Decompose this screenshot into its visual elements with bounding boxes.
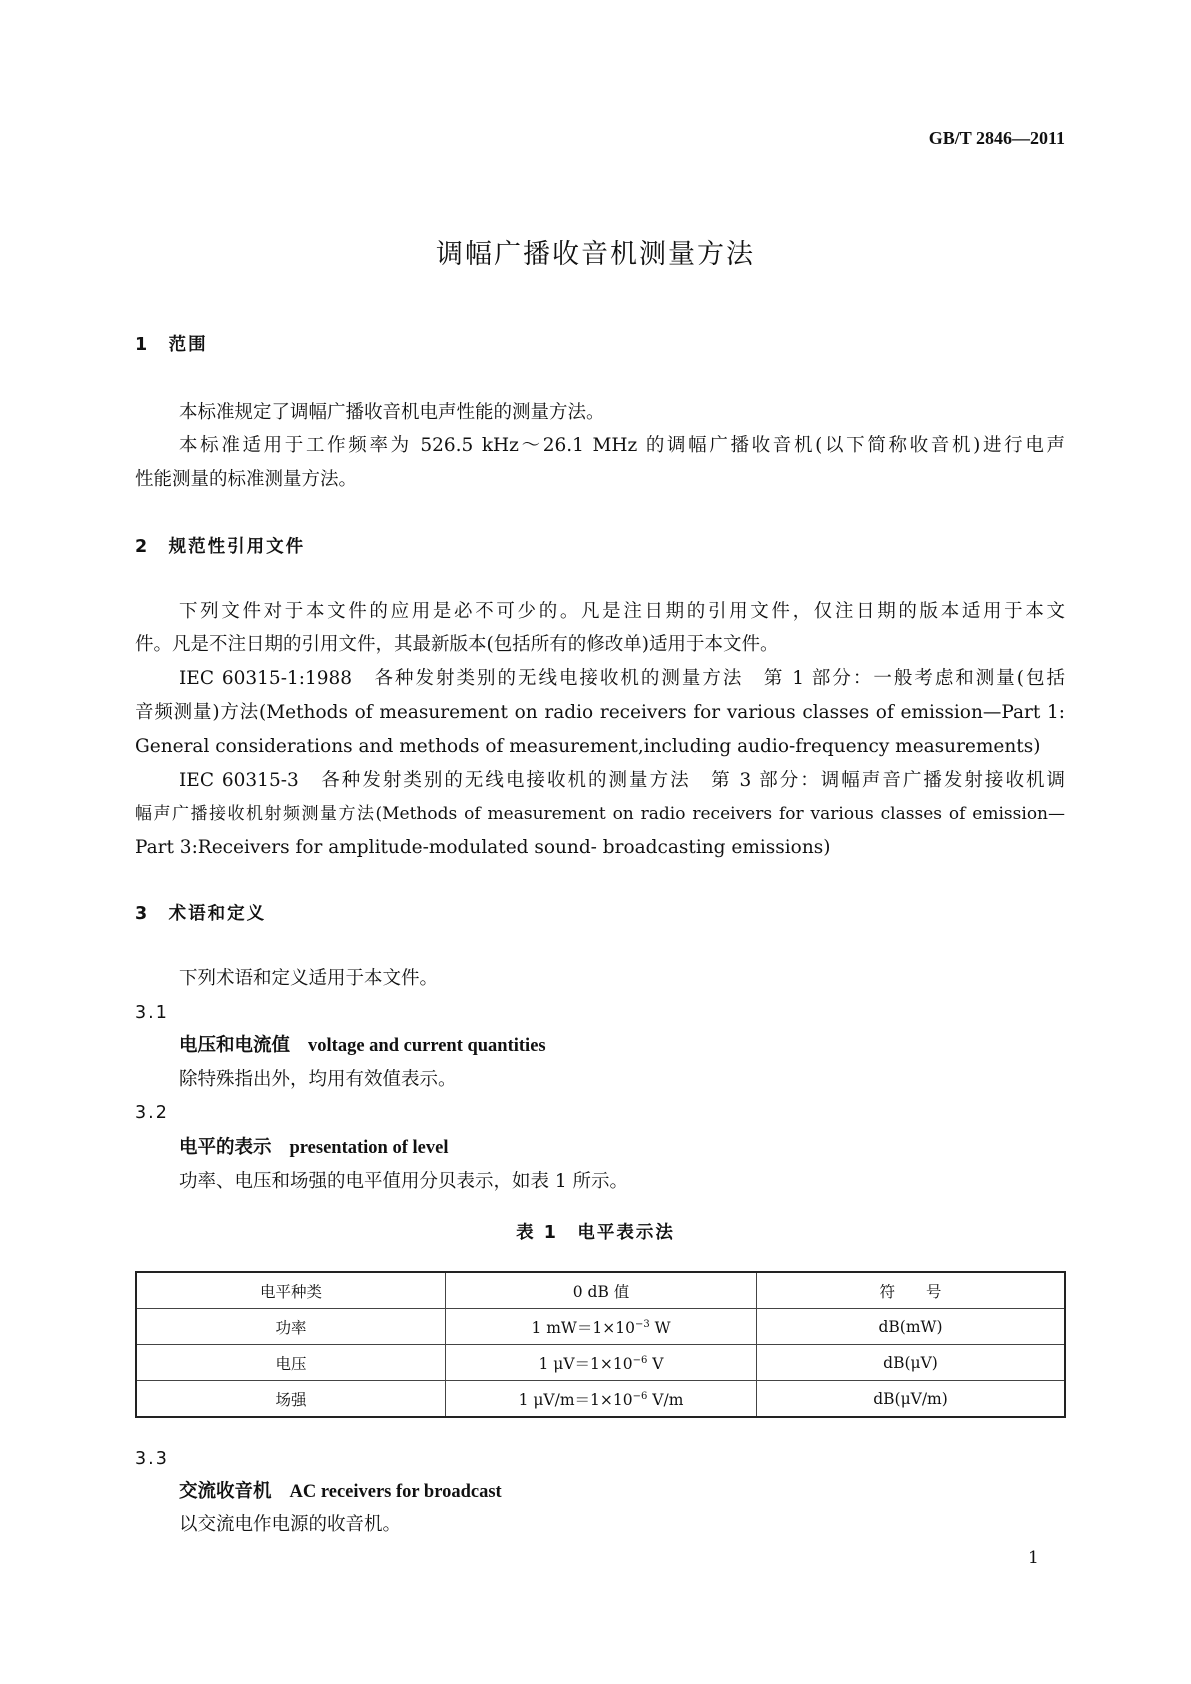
- value-unit: V: [647, 1354, 664, 1373]
- zero-db-value: [446, 1309, 757, 1345]
- level-table: [135, 1271, 1066, 1418]
- level-kind: 功率: [136, 1309, 446, 1345]
- value-unit: W: [649, 1318, 671, 1337]
- table-caption: 表 1 电平表示法: [516, 1223, 675, 1243]
- term-number: 3.1: [135, 1003, 169, 1023]
- level-kind: 电压: [136, 1345, 446, 1381]
- term-definition: 功率、电压和场强的电平值用分贝表示，如表 1 所示。: [179, 1171, 629, 1192]
- page-number: 1: [1028, 1548, 1039, 1568]
- paragraph-line: 本标准规定了调幅广播收音机电声性能的测量方法。: [179, 402, 605, 423]
- table-header-cell: 0 dB 值: [446, 1272, 757, 1309]
- term-definition: 以交流电作电源的收音机。: [179, 1514, 402, 1535]
- term-zh: 电压和电流值: [179, 1035, 291, 1056]
- paragraph-line: 件。凡是不注日期的引用文件，其最新版本(包括所有的修改单)适用于本文件。: [135, 634, 779, 655]
- term-zh: 电平的表示: [179, 1137, 272, 1158]
- table-row: [136, 1381, 1065, 1418]
- paragraph-line: 本标准适用于工作频率为 526.5 kHz～26.1 MHz 的调幅广播收音机(以下简称收音机)进行电声: [179, 435, 1065, 456]
- section-heading: 3 术语和定义: [135, 904, 267, 924]
- paragraph-line: 下列文件对于本文件的应用是必不可少的。凡是注日期的引用文件，仅注日期的版本适用于本文: [179, 601, 1065, 622]
- value-base: 1 mW＝1×10: [531, 1318, 635, 1337]
- reference-line: IEC 60315-3 各种发射类别的无线电接收机的测量方法 第 3 部分：调幅声音广播发射接收机调: [179, 770, 1065, 791]
- reference-line: Part 3:Receivers for amplitude-modulated sound- broadcasting emissions): [135, 837, 831, 858]
- term-title: [179, 1136, 448, 1160]
- table-header-row: [136, 1272, 1065, 1309]
- level-symbol: dB(μV/m): [757, 1381, 1066, 1418]
- zero-db-value: [446, 1381, 757, 1418]
- term-definition: 除特殊指出外，均用有效值表示。: [179, 1069, 457, 1090]
- paragraph-line: 下列术语和定义适用于本文件。: [179, 968, 439, 989]
- term-number: 3.2: [135, 1103, 169, 1123]
- reference-line: 音频测量)方法(Methods of measurement on radio receivers for various classes of emission—Part 1:: [135, 702, 1065, 723]
- level-kind: 场强: [136, 1381, 446, 1418]
- term-title: [179, 1034, 546, 1058]
- term-zh: 交流收音机: [179, 1481, 272, 1502]
- table-header-cell: 电平种类: [136, 1272, 446, 1309]
- value-unit: V/m: [647, 1390, 684, 1409]
- term-en: voltage and current quantities: [308, 1036, 546, 1056]
- reference-line: General considerations and methods of measurement,including audio-frequency measurements): [135, 736, 1041, 757]
- section-heading: 1 范围: [135, 335, 208, 355]
- level-symbol: dB(mW): [757, 1309, 1066, 1345]
- table-row: [136, 1309, 1065, 1345]
- table-row: [136, 1345, 1065, 1381]
- document-number: GB/T 2846—2011: [928, 128, 1065, 148]
- term-en: presentation of level: [289, 1138, 449, 1158]
- value-exponent: −6: [632, 1354, 648, 1366]
- level-symbol: dB(μV): [757, 1345, 1066, 1381]
- reference-line: 幅声广播接收机射频测量方法(Methods of measurement on radio receivers for various classes of emission—: [135, 804, 1065, 824]
- zero-db-value: [446, 1345, 757, 1381]
- term-en: AC receivers for broadcast: [289, 1482, 502, 1502]
- page-title: 调幅广播收音机测量方法: [436, 239, 755, 270]
- value-base: 1 μV/m＝1×10: [518, 1390, 633, 1409]
- value-exponent: −6: [632, 1390, 648, 1402]
- value-exponent: −3: [634, 1318, 650, 1330]
- reference-line: IEC 60315-1:1988 各种发射类别的无线电接收机的测量方法 第 1 部分：一般考虑和测量(包括: [179, 668, 1065, 689]
- table-header-cell: 符 号: [757, 1272, 1066, 1309]
- value-base: 1 μV＝1×10: [538, 1354, 633, 1373]
- term-number: 3.3: [135, 1449, 169, 1469]
- paragraph-line: 性能测量的标准测量方法。: [135, 469, 358, 490]
- section-heading: 2 规范性引用文件: [135, 537, 306, 557]
- term-title: [179, 1480, 502, 1504]
